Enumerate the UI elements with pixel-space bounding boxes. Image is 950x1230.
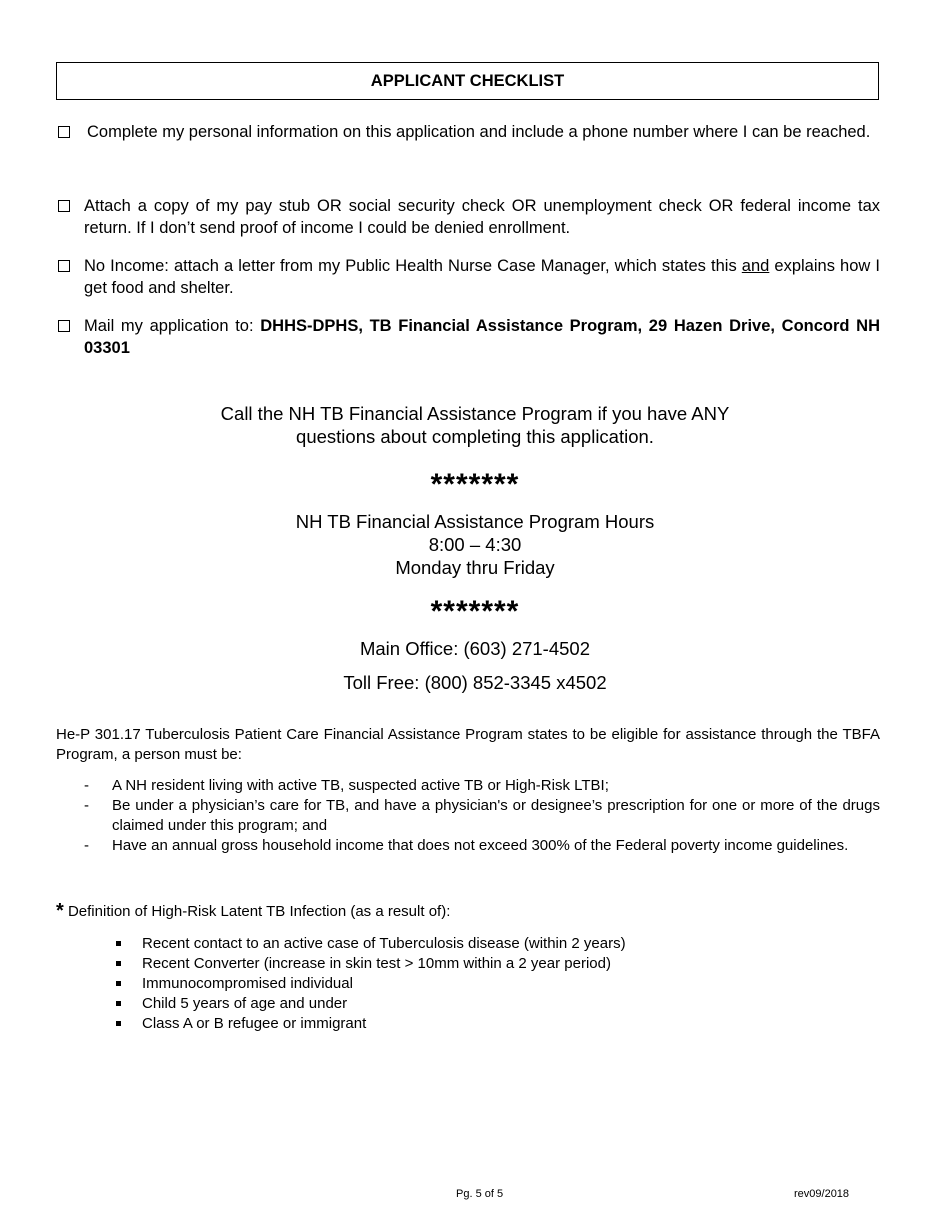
hours-title: NH TB Financial Assistance Program Hours	[295, 511, 655, 532]
checklist-title-box	[56, 62, 879, 100]
checkbox-icon[interactable]	[58, 320, 70, 332]
square-bullet-icon	[116, 1021, 121, 1026]
checkbox-icon[interactable]	[58, 260, 70, 272]
mail-prefix: Mail my application to:	[84, 317, 261, 335]
dash-bullet: -	[84, 777, 89, 794]
call-instructions	[0, 402, 950, 448]
page-number: Pg. 5 of 5	[456, 1188, 504, 1200]
no-income-underlined-word: and	[741, 257, 770, 275]
no-income-text-part2: explains how I get food and shelter.	[84, 257, 880, 297]
eligibility-item-text: Be under a physician’s care for TB, and have a physician's or designee’s prescription for one or more of the drugs claimed under this program; and	[112, 797, 880, 834]
definition-item-text: Immunocompromised individual	[142, 975, 353, 992]
list-item	[56, 934, 880, 954]
square-bullet-icon	[116, 941, 121, 946]
list-item	[56, 1014, 880, 1034]
checklist-item-personal-info	[56, 121, 880, 143]
eligibility-intro: He-P 301.17 Tuberculosis Patient Care Financial Assistance Program states to be eligible for assistance through the TBFA Program, a person must be:	[56, 726, 880, 763]
program-hours	[0, 510, 950, 579]
checkbox-icon[interactable]	[58, 200, 70, 212]
hours-days: Monday thru Friday	[395, 557, 555, 578]
square-bullet-icon	[116, 1001, 121, 1006]
definition-item-text: Child 5 years of age and under	[142, 995, 348, 1012]
square-bullet-icon	[116, 961, 121, 966]
definition-heading	[56, 901, 880, 922]
checklist-item-proof-of-income	[56, 195, 880, 239]
list-item	[56, 954, 880, 974]
revision-date: rev09/2018	[794, 1188, 850, 1200]
checklist-item-text	[84, 255, 880, 299]
checklist-item-mail-application	[56, 315, 880, 359]
definition-title: Definition of High-Risk Latent TB Infection (as a result of):	[67, 903, 451, 920]
checkbox-icon[interactable]	[58, 126, 70, 138]
eligibility-item-text: Have an annual gross household income that does not exceed 300% of the Federal poverty income guidelines.	[112, 837, 849, 854]
hours-time: 8:00 – 4:30	[428, 534, 522, 555]
mail-address: DHHS-DPHS, TB Financial Assistance Program, 29 Hazen Drive, Concord NH 03301	[84, 317, 881, 357]
list-item	[56, 776, 880, 796]
no-income-text-part1: No Income: attach a letter from my Public Health Nurse Case Manager, which states this	[84, 257, 742, 275]
list-item	[56, 974, 880, 994]
checklist-item-no-income	[56, 255, 880, 299]
call-line-1: Call the NH TB Financial Assistance Program if you have ANY	[220, 403, 730, 424]
toll-free-phone: Toll Free: (800) 852-3345 x4502	[343, 672, 607, 693]
page-title: APPLICANT CHECKLIST	[370, 71, 565, 90]
star-separator-2: *******	[430, 595, 520, 628]
definition-item-text: Recent Converter (increase in skin test > 10mm within a 2 year period)	[142, 955, 611, 972]
dash-bullet: -	[84, 837, 89, 854]
list-item	[56, 836, 880, 856]
checklist-item-text: Complete my personal information on this application and include a phone number where I can be reached.	[87, 123, 871, 141]
square-bullet-icon	[116, 981, 121, 986]
main-office-phone: Main Office: (603) 271-4502	[359, 638, 590, 659]
list-item	[56, 994, 880, 1014]
call-line-2: questions about completing this application.	[296, 426, 654, 447]
star-separator-1: *******	[430, 468, 520, 501]
definition-item-text: Recent contact to an active case of Tuberculosis disease (within 2 years)	[142, 935, 626, 952]
definition-item-text: Class A or B refugee or immigrant	[142, 1015, 367, 1032]
list-item	[56, 796, 880, 836]
asterisk-mark: *	[56, 900, 64, 922]
checklist-item-text: Attach a copy of my pay stub OR social security check OR unemployment check OR federal income tax return. If I don’t send proof of income I could be denied enrollment.	[84, 197, 880, 237]
eligibility-item-text: A NH resident living with active TB, suspected active TB or High-Risk LTBI;	[112, 777, 609, 794]
definition-list	[56, 934, 880, 1034]
checklist-item-text	[84, 315, 880, 359]
dash-bullet: -	[84, 797, 89, 814]
eligibility-list	[56, 776, 880, 856]
